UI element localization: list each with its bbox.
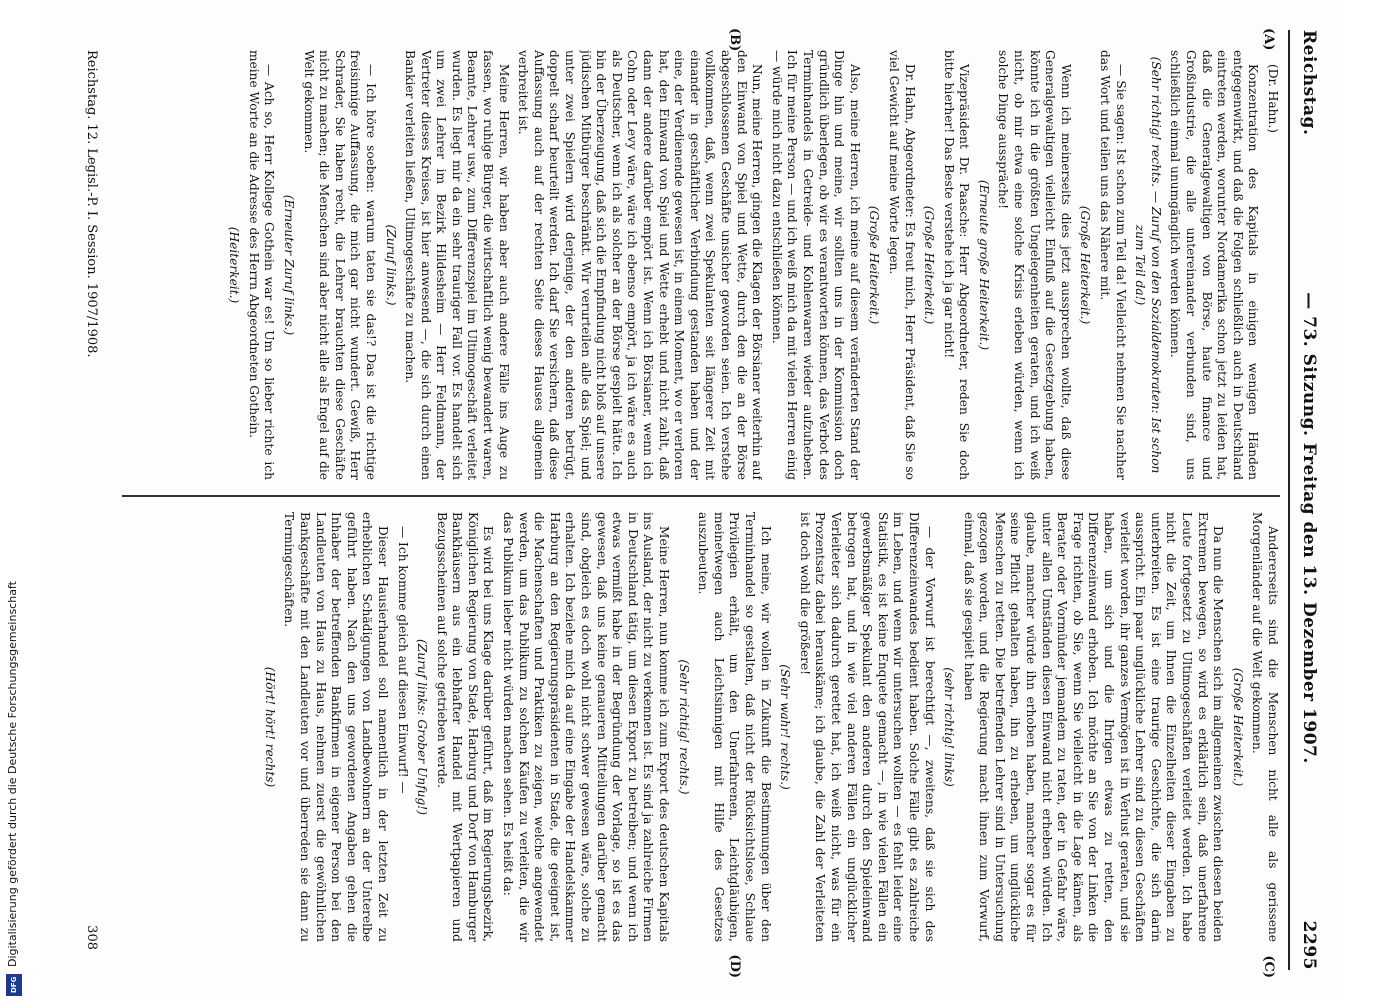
footer-sheet-number: 308 — [84, 925, 99, 950]
paragraph: Da nun die Menschen sich im allgemeinen zwischen diesen beiden Extremen bewegen, so wird es erklärlich sein, daß unerfahrene Leute fortgesetzt zu Ultimogeschäften verleitet werden. Ich habe nicht die Zeit, um Ihnen die Einzelheiten dieser Eingaben zu unterbreiten. Es ist eine traurige Geschichte, die sich darin ausspricht. Ein paar unglückliche Lehrer sind zu diesen Geschäften verleitet worden, ihr ganzes Vermögen ist in Verlust geraten, und sie haben, um sich und die Ihrigen etwas zu retten, den Differenzeinwand erhoben. Ich möchte an Sie von der Linken die Frage richten, ob Sie, wenn Sie vielleicht in die Lage kämen, als Berater oder Vormünder jemandem zu raten, der in Gefahr wäre, unter allen Umständen diesen Einwand nicht erheben würden. Ich glaube, mancher würde ihn erhoben haben, mancher sogar es für seine Pflicht gehalten haben, ihn zu erheben, um unglückliche Menschen zu retten. Die betreffenden Lehrer sind in Untersuchung gezogen worden, und die Regierung macht ihnen zum Vorwurf, einmal, daß sie gespielt haben — [961, 512, 1225, 942]
interjection: (Heiterkeit.) — [226, 226, 241, 304]
margin-marker-b: (B) — [726, 28, 742, 52]
paragraph: Meine Herren, wir haben aber auch andere Fälle ins Auge zu fassen, wo ruhige Bürger, die wirtschaftlich wenig bewandert waren, Beamte, Lehrer usw., zum Differenzspiel im Ultimogeschäft verleitet wurden. Es liegt mir da ein sehr trauriger Fall vor. Es handelt sich um zwei Lehrer im Bezirk Hildesheim — Herr Feldmann, der Vertreter dieses Kreises, ist hier anwesend —, die sich durch einen Bankier verleiten ließen, Ultimogeschäfte zu machen. — [402, 50, 511, 480]
header-title: — 73. Sitzung. Freitag den 13. Dezember 1907. — [1298, 292, 1319, 764]
interjection: (Erneute große Heiterkeit.) — [976, 179, 991, 351]
interjection: (Sehr richtig! rechts.) — [676, 659, 691, 795]
dfg-sidebar — [4, 0, 24, 1000]
paragraph: Dieser Hausierhandel soll namentlich in der letzten Zeit zu erheblichen Schädigungen von Landbewohnern an der Unterelbe geführt haben. Nach den uns gewordenen Angaben gehen die Inhaber der betreffenden Bankfirmen in eigener Person bei den Landleuten von Haus zu Haus, nehmen zuerst die gewöhnlichen Bankgeschäfte mit den Landleuten vor und überreden sie dann zu Termingeschäften. — [281, 512, 390, 942]
interjection: (Große Heiterkeit.) — [921, 205, 936, 325]
margin-marker-a: (A) — [1260, 28, 1276, 51]
footer-session: Reichstag. 12. Legisl.-P. I. Session. 1907/1908. — [84, 50, 99, 358]
dfg-credit-text: Digitalisierung gefördert durch die Deutsche Forschungsgemeinschaft — [6, 581, 19, 967]
interjection: (Große Heiterkeit.) — [866, 205, 881, 325]
paragraph: Meine Herren, nun komme ich zum Export des deutschen Kapitals ins Ausland, der nicht zu verkennen ist. Es sind ja zahlreiche Firmen in Deutschland tätig, um diesen Export zu betreiben; und wenn ich etwas vermißt habe in der Begründung der Vorlage, so ist es das gewesen, daß uns keine genaueren Mitteilungen darüber gemacht sind, obgleich es doch wohl nicht schwer gewesen wäre, solche zu erhalten. Ich beziehe mich da auf eine Eingabe der Handelskammer Harburg an den Regierungspräsidenten in Stade, die geeignet ist, die Machenschaften und Praktiken zu zeigen, welche angewendet werden, um das Publikum zu solchen Käufen zu verleiten, die wir das Publikum lieber nicht würden machen sehen. Es heißt da: — [500, 512, 671, 942]
left-column — [122, 50, 1280, 480]
interjection: (Sehr richtig! rechts. — Zuruf von den Sozialdemokraten: Ist schon zum Teil da!) — [1132, 56, 1163, 474]
newspaper-page — [42, 0, 1342, 1000]
margin-marker-c: (C) — [1260, 955, 1276, 978]
column-divider — [122, 495, 1280, 497]
paragraph: — Ich höre soeben: warum taten sie das!? Das ist die richtige freisinnige Auffassung, die mich gar nicht wundert. Gewiß, Herr Schrader, Sie haben recht, die Lehrer brauchten diese Geschäfte nicht zu machen; die Menschen sind aber nicht alle als Engel auf die Welt gekommen. — [301, 50, 378, 480]
page-footer — [82, 50, 102, 950]
interjection: (Sehr wahr! rechts.) — [777, 664, 792, 790]
header-left: Reichstag. — [1298, 30, 1319, 136]
paragraph: — Ich komme gleich auf diesen Einwurf! — — [395, 526, 410, 794]
paragraph: Ich meine, wir wollen in Zukunft die Bestimmungen über den Terminhandel so gestalten, daß nicht der Rücksichtslose, Schlaue Privilegien erhält, um den Unerfahrenen, Leichtgläubigen, meinetwegen auch Leichtsinnigen mit Hilfe des Gesetzes auszubeuten. — [695, 512, 773, 942]
paragraph: Nun, meine Herren, gingen die Klagen der Börsianer weiterhin auf den Einwand von Spiel und Wette, durch den die an der Börse abgeschlossenen Geschäfte unsicher geworden seien. Ich verstehe vollkommen, daß, wenn zwei Spekulanten seit längerer Zeit mit einander in geschäftlicher Verbindung gestanden haben und der eine, der Verdienende gewesen ist, in einem Moment, wo er verloren hat, den Einwand von Spiel und Wette erhebt und nicht zahlt, daß dann der andere darüber empört ist. Wenn ich Börsianer, wenn ich Cohn oder Levy wäre, wäre ich ebenso empört, ja ich wäre es auch als Deutscher, wenn ich als solcher an der Börse gespielt hätte. Ich bin der Überzeugung, daß sich die Empfindung nicht bloß auf unsere jüdischen Mitbürger beschränkt. Wir verurteilen alle das Spiel; und unter zwei Spielern wird derjenige, der den anderen betrügt, doppelt scharf beurteilt werden. Ich darf Sie versichern, daß diese Auffassung auch auf der rechten Seite dieses Hauses allgemein verbreitet ist. — [515, 50, 764, 480]
paragraph: Dr. Hahn, Abgeordneter: Es freut mich, Herr Präsident, daß Sie so viel Gewicht auf meine Worte legen. — [886, 50, 917, 480]
interjection: (Erneuter Zuruf links.) — [281, 194, 296, 336]
dfg-logo: DFG — [6, 974, 22, 996]
paragraph: Konzentration des Kapitals in einigen wenigen Händen entgegenwirkt, und daß die Folgen schließlich auch in Deutschland eintreten werden, worunter Nordamerika schon jetzt zu leiden hat, daß die Generalgewaltigen von Börse, haute finance und Großindustrie, die alle untereinander verbunden sind, uns schließlich einmal unumgänglich werden können. — [1167, 50, 1260, 480]
interjection: (Große Heiterkeit.) — [1077, 205, 1092, 325]
paragraph: (Dr. Hahn.) — [1265, 64, 1280, 133]
paragraph: Also, meine Herren, ich meine auf diesem veränderten Stand der Dinge hin und meine, wir sollten uns in der Kommission doch gründlich überlegen, ob wir es verantworten können, das Verbot des Terminhandels in Getreide- und Kohlenwaren wieder aufzuheben. Ich für meine Person — und ich weiß mich da mit vielen Herren einig — würde mich nicht dazu entschließen können. — [769, 50, 862, 480]
interjection: (Zuruf links: Grober Unfug!) — [414, 639, 429, 815]
page-number: 2295 — [1298, 920, 1319, 970]
header-rule — [1288, 30, 1290, 970]
paragraph: Andererseits sind die Menschen nicht alle als gerissene Morgenländer auf die Welt gekommen. — [1249, 512, 1280, 942]
interjection: (Hört! hört! rechts) — [262, 666, 277, 788]
margin-marker-d: (D) — [726, 954, 742, 978]
interjection: (Große Heiterkeit.) — [1230, 667, 1245, 787]
paragraph: — der Vorwurf ist berechtigt —, zweitens, daß sie sich des Differenzeinwandes bedient haben. Solche Fälle gibt es zahlreiche im Leben, und wenn wir untersuchen wollten — es fehlt leider eine Statistik, es ist keine Enquete gemacht —, in wie vielen Fällen ein gewerbsmäßiger Spekulant den anderen durch den Spieleinwand betrogen hat, und in wie viel anderen Fällen ein unglücklicher Verleiteter sich dadurch gerettet hat, ich weiß nicht, was für ein Prozentsatz dabei herauskäme; ich glaube, die Zahl der Verleiteten ist doch wohl die größere! — [797, 512, 937, 942]
paragraph: Wenn ich meinerseits dies jetzt aussprechen wollte, daß diese Generalgewaltigen vielleicht Einfluß auf die Gesetzgebung haben, könnte ich in die größten Ungelegenheiten geraten, und ich weiß nicht, ob mir etwa eine solche Krisis erleben würden, wenn ich solche Dinge ausspräche! — [996, 50, 1073, 480]
interjection: (Zuruf links.) — [383, 224, 398, 306]
right-column — [122, 512, 1280, 942]
paragraph: — Ach so, Herr Kollege Gothein war es! Um so lieber richte ich meine Worte an die Adresse des Herrn Abgeordneten Gothein. — [246, 50, 276, 480]
paragraph: Vizepräsident Dr. Paasche: Herr Abgeordneter, reden Sie doch bitte hierher! Das Beste verstehe ich ja gar nicht! — [941, 50, 971, 480]
paragraph: — Sie sagen: Ist schon zum Teil da! Vielleicht nehmen Sie nachher das Wort und teilen uns das Nähere mit. — [1097, 50, 1128, 480]
page-header — [1294, 30, 1324, 970]
interjection: (sehr richtig! links) — [941, 667, 956, 787]
paragraph: Es wird bei uns Klage darüber geführt, daß im Regierungsbezirk, Königlichen Regierung von Stade, Harburg und Dorf von Hamburger Bankhäusern aus ein lebhafter Handel mit Wertpapieren und Bezugsscheinen auf solche getrieben werde. — [434, 512, 495, 942]
